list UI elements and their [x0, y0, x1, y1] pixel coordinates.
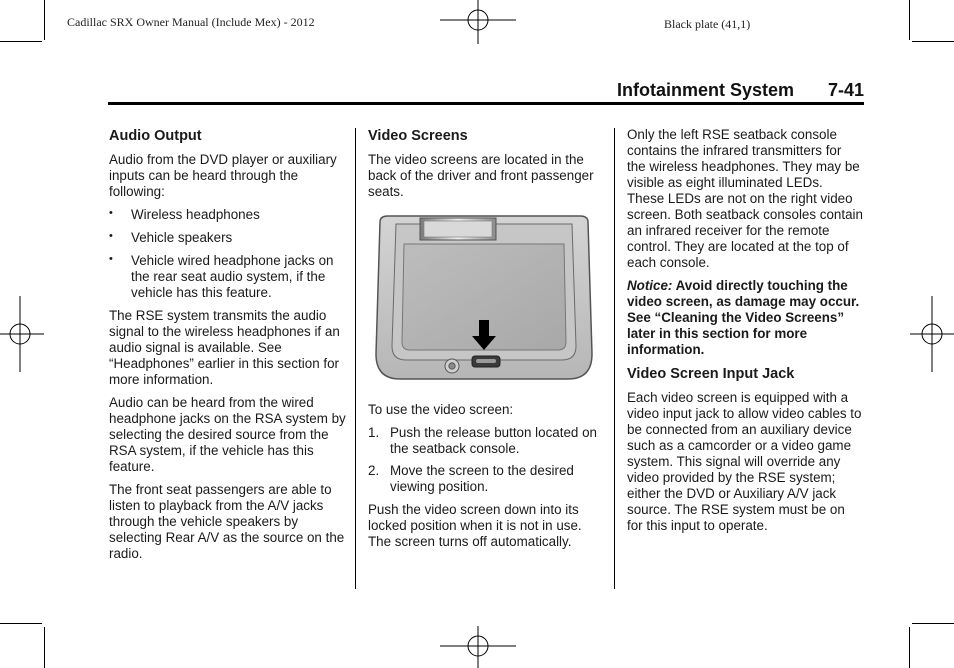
audio-paragraph-2: Audio can be heard from the wired headphone jacks on the RSA system by selecting the desired source from the RSA system, if the vehicle has this feature.	[109, 395, 346, 474]
step-number: 2.	[368, 463, 380, 478]
video-screen-illustration	[368, 214, 600, 390]
list-item-text: Wireless headphones	[131, 207, 260, 222]
input-jack-inner	[449, 363, 455, 369]
page-number: 7-41	[827, 80, 864, 100]
list-item-text: Vehicle speakers	[131, 230, 233, 245]
list-item	[368, 463, 608, 495]
bullet: •	[109, 230, 113, 242]
notice-text: Avoid directly touching the video screen, as damage may occur. See “Cleaning the Video Screens” later in this section for more information.	[627, 278, 860, 357]
top-led-window-inner	[424, 221, 492, 237]
crop-mark-bottom-right-h	[912, 623, 954, 624]
registration-mark-left	[0, 296, 44, 372]
header-rule	[108, 102, 864, 105]
step-text: Move the screen to the desired viewing position.	[390, 463, 574, 494]
crop-mark-top-right-v	[909, 0, 910, 40]
list-item	[109, 230, 347, 246]
audio-paragraph-1: The RSE system transmits the audio signal to the wireless headphones if an audio signal is available. See “Headphones” earlier in this section for more information.	[109, 308, 340, 387]
notice	[627, 278, 863, 358]
registration-mark-bottom	[440, 622, 516, 668]
step-number: 1.	[368, 425, 380, 440]
step-text: Push the release button located on the seatback console.	[390, 425, 597, 456]
video-intro: The video screens are located in the back of the driver and front passenger seats.	[368, 152, 594, 199]
column-audio-output	[109, 127, 347, 569]
crop-mark-top-right-h	[912, 41, 954, 42]
video-outro: Push the video screen down into its locked position when it is not in use. The screen turns off automatically.	[368, 502, 582, 549]
column-divider-1	[355, 128, 356, 589]
heading-audio-output: Audio Output	[109, 128, 202, 144]
section-title: Infotainment System	[616, 80, 794, 100]
print-header-right: Black plate (41,1)	[664, 17, 751, 31]
crop-mark-top-left-h	[0, 41, 42, 42]
heading-video-screen-input-jack: Video Screen Input Jack	[627, 366, 795, 382]
registration-mark-top	[440, 0, 516, 48]
audio-output-list	[109, 207, 347, 301]
registration-mark-right	[910, 296, 954, 372]
page-header	[108, 80, 864, 102]
audio-paragraph-3: The front seat passengers are able to listen to playback from the A/V jacks through the vehicle speakers by selecting Rear A/V as the source on the radio.	[109, 482, 345, 561]
video-lead: To use the video screen:	[368, 402, 514, 417]
column-input-jack	[627, 127, 863, 541]
column-video-screens	[368, 127, 608, 557]
list-item	[109, 253, 347, 301]
list-item	[368, 425, 608, 457]
release-button-highlight	[476, 359, 496, 363]
audio-intro: Audio from the DVD player or auxiliary inputs can be heard through the following:	[109, 152, 337, 199]
bullet: •	[109, 253, 113, 265]
print-header-left: Cadillac SRX Owner Manual (Include Mex) - 2012	[67, 15, 315, 29]
heading-video-screens: Video Screens	[368, 128, 468, 144]
notice-label: Notice:	[627, 278, 673, 293]
infrared-paragraph: Only the left RSE seatback console contains the infrared transmitters for the wireless headphones. They may be visible as eight illuminated LEDs. These LEDs are not on the right video screen. Both seatback consoles contain an infrared receiver for the remote control. They are located at the top of each console.	[627, 127, 863, 270]
crop-mark-bottom-right-v	[909, 627, 910, 668]
column-divider-2	[614, 128, 615, 589]
input-jack-paragraph: Each video screen is equipped with a video input jack to allow video cables to be connected from an auxiliary device such as a camcorder or a video game system. This signal will override any video provided by the RSE system; either the DVD or Auxiliary A/V jack source. The RSE system must be on for this input to operate.	[627, 390, 862, 533]
list-item	[109, 207, 347, 223]
crop-mark-bottom-left-v	[44, 627, 45, 668]
bullet: •	[109, 207, 113, 219]
video-steps	[368, 425, 608, 495]
crop-mark-top-left-v	[44, 0, 45, 40]
list-item-text: Vehicle wired headphone jacks on the rear seat audio system, if the vehicle has this feature.	[131, 253, 334, 300]
crop-mark-bottom-left-h	[0, 623, 42, 624]
